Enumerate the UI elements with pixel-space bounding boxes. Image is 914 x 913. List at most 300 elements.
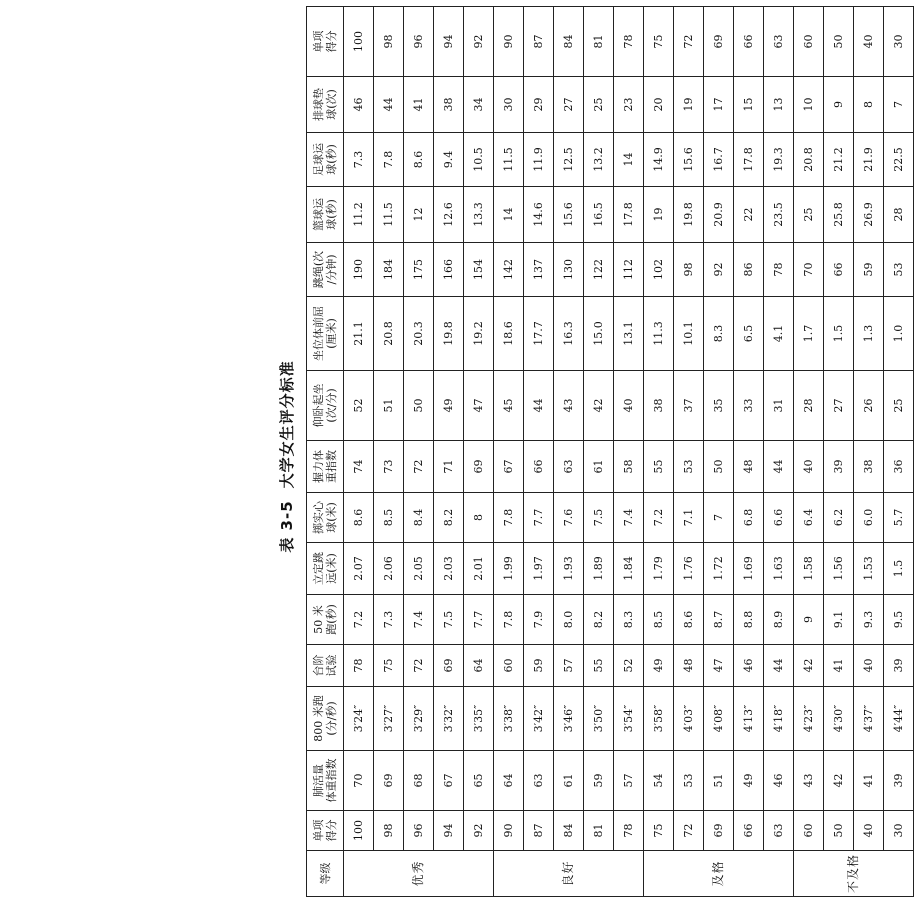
table-cell: 66	[734, 811, 764, 851]
table-cell: 166	[434, 243, 464, 297]
table-cell: 30	[884, 7, 914, 77]
table-cell: 14.9	[644, 133, 674, 187]
table-number: 表 3-5	[278, 500, 296, 553]
table-cell: 37	[674, 371, 704, 441]
table-cell: 55	[644, 441, 674, 493]
table-cell: 67	[434, 751, 464, 811]
table-cell: 94	[434, 811, 464, 851]
table-cell: 8.0	[554, 595, 584, 645]
table-cell: 14	[494, 187, 524, 243]
grade-group-label: 不及格	[794, 851, 914, 897]
table-cell: 6.2	[824, 493, 854, 543]
table-cell: 2.01	[464, 543, 494, 595]
table-cell: 1.56	[824, 543, 854, 595]
table-cell: 1.5	[824, 297, 854, 371]
table-cell: 1.0	[884, 297, 914, 371]
header-col-7	[307, 441, 344, 493]
header-col-line1: 篮球运	[312, 198, 325, 231]
table-cell: 39	[884, 645, 914, 687]
table-cell: 8.3	[704, 297, 734, 371]
table-cell: 34	[464, 77, 494, 133]
table-cell: 61	[584, 441, 614, 493]
table-cell: 19	[644, 187, 674, 243]
table-cell: 3′27″	[374, 687, 404, 751]
table-cell: 2.07	[344, 543, 374, 595]
table-cell: 59	[524, 645, 554, 687]
table-cell: 1.72	[704, 543, 734, 595]
table-cell: 16.5	[584, 187, 614, 243]
table-cell: 81	[584, 7, 614, 77]
table-cell: 20.8	[374, 297, 404, 371]
table-row	[704, 7, 734, 897]
table-cell: 10.1	[674, 297, 704, 371]
table-cell: 8.6	[344, 493, 374, 543]
table-cell: 6.8	[734, 493, 764, 543]
table-cell: 13.1	[614, 297, 644, 371]
table-cell: 65	[464, 751, 494, 811]
table-row	[794, 7, 824, 897]
header-col-line2: 体重指数	[325, 758, 338, 803]
table-cell: 19.3	[764, 133, 794, 187]
table-cell: 17.7	[524, 297, 554, 371]
table-cell: 11.2	[344, 187, 374, 243]
table-cell: 30	[884, 811, 914, 851]
table-cell: 142	[494, 243, 524, 297]
table-cell: 92	[464, 811, 494, 851]
table-cell: 78	[614, 7, 644, 77]
table-cell: 47	[464, 371, 494, 441]
table-cell: 100	[344, 811, 374, 851]
header-col-line2: (厘米)	[325, 318, 338, 349]
table-cell: 8.4	[404, 493, 434, 543]
table-cell: 8.3	[614, 595, 644, 645]
header-col-line2: /分钟)	[325, 254, 338, 285]
header-col-line1: 仰卧起坐	[312, 383, 325, 428]
table-cell: 90	[494, 811, 524, 851]
table-cell: 15.6	[674, 133, 704, 187]
table-cell: 3′50″	[584, 687, 614, 751]
table-cell: 20.3	[404, 297, 434, 371]
table-cell: 63	[524, 751, 554, 811]
table-cell: 39	[884, 751, 914, 811]
table-cell: 7.9	[524, 595, 554, 645]
header-col-line2: 试验	[325, 654, 338, 677]
table-title: 大学女生评分标准	[278, 360, 296, 489]
table-cell: 1.99	[494, 543, 524, 595]
table-cell: 1.5	[884, 543, 914, 595]
table-cell: 47	[704, 645, 734, 687]
header-col-9	[307, 297, 344, 371]
table-cell: 16.7	[704, 133, 734, 187]
header-col-line1: 排球垫	[312, 88, 325, 121]
table-cell: 4′03″	[674, 687, 704, 751]
table-caption	[276, 0, 302, 913]
table-cell: 1.63	[764, 543, 794, 595]
table-cell: 7.1	[674, 493, 704, 543]
table-cell: 69	[374, 751, 404, 811]
table-cell: 50	[704, 441, 734, 493]
table-cell: 23	[614, 77, 644, 133]
table-cell: 51	[374, 371, 404, 441]
table-cell: 13	[764, 77, 794, 133]
table-cell: 1.3	[854, 297, 884, 371]
table-cell: 72	[404, 645, 434, 687]
table-row	[644, 7, 674, 897]
table-cell: 46	[734, 645, 764, 687]
table-cell: 74	[344, 441, 374, 493]
table-cell: 20	[644, 77, 674, 133]
table-cell: 69	[464, 441, 494, 493]
table-cell: 72	[674, 811, 704, 851]
table-cell: 11.5	[374, 187, 404, 243]
header-col-3	[307, 645, 344, 687]
table-cell: 27	[824, 371, 854, 441]
table-cell: 8.6	[674, 595, 704, 645]
table-cell: 8.6	[404, 133, 434, 187]
table-cell: 7.8	[494, 493, 524, 543]
table-cell: 78	[764, 243, 794, 297]
table-cell: 46	[764, 751, 794, 811]
header-grade: 等级	[307, 851, 344, 897]
table-cell: 78	[614, 811, 644, 851]
table-cell: 49	[644, 645, 674, 687]
table-cell: 81	[584, 811, 614, 851]
table-row	[824, 7, 854, 897]
table-cell: 9	[824, 77, 854, 133]
table-cell: 5.7	[884, 493, 914, 543]
table-cell: 1.58	[794, 543, 824, 595]
table-cell: 7.8	[494, 595, 524, 645]
table-cell: 60	[794, 811, 824, 851]
table-cell: 69	[434, 645, 464, 687]
table-cell: 1.69	[734, 543, 764, 595]
table-cell: 50	[824, 7, 854, 77]
table-cell: 112	[614, 243, 644, 297]
table-cell: 69	[704, 811, 734, 851]
table-cell: 9.5	[884, 595, 914, 645]
table-cell: 3′29″	[404, 687, 434, 751]
table-cell: 6.4	[794, 493, 824, 543]
header-col-line2: 球(次)	[325, 89, 338, 120]
table-cell: 72	[674, 7, 704, 77]
table-cell: 6.0	[854, 493, 884, 543]
table-cell: 8	[854, 77, 884, 133]
table-cell: 46	[344, 77, 374, 133]
table-cell: 96	[404, 811, 434, 851]
table-cell: 40	[854, 811, 884, 851]
table-cell: 190	[344, 243, 374, 297]
table-row	[494, 7, 524, 897]
header-col-line2: 得分	[325, 819, 338, 842]
table-cell: 19	[674, 77, 704, 133]
table-cell: 7.4	[404, 595, 434, 645]
header-col-14	[307, 7, 344, 77]
header-col-line2: 远(米)	[325, 553, 338, 584]
table-cell: 8.7	[704, 595, 734, 645]
table-cell: 4′37″	[854, 687, 884, 751]
table-cell: 12.5	[554, 133, 584, 187]
table-cell: 33	[734, 371, 764, 441]
table-cell: 7.6	[554, 493, 584, 543]
table-cell: 1.7	[794, 297, 824, 371]
table-cell: 1.84	[614, 543, 644, 595]
table-cell: 11.5	[494, 133, 524, 187]
table-row	[524, 7, 554, 897]
table-cell: 35	[704, 371, 734, 441]
table-cell: 38	[854, 441, 884, 493]
table-cell: 7	[884, 77, 914, 133]
table-cell: 92	[704, 243, 734, 297]
table-row	[344, 7, 374, 897]
table-cell: 8.9	[764, 595, 794, 645]
header-col-line1: 立定跳	[312, 552, 325, 585]
table-cell: 41	[824, 645, 854, 687]
table-cell: 3′58″	[644, 687, 674, 751]
header-col-8	[307, 371, 344, 441]
table-cell: 137	[524, 243, 554, 297]
table-cell: 13.3	[464, 187, 494, 243]
table-cell: 38	[434, 77, 464, 133]
table-cell: 75	[644, 7, 674, 77]
table-body	[344, 7, 914, 897]
table-cell: 28	[884, 187, 914, 243]
table-cell: 94	[434, 7, 464, 77]
table-cell: 19.8	[434, 297, 464, 371]
table-cell: 60	[794, 7, 824, 77]
table-row	[614, 7, 644, 897]
table-cell: 53	[674, 751, 704, 811]
table-cell: 26.9	[854, 187, 884, 243]
scoring-standard-table	[306, 6, 914, 897]
table-cell: 54	[644, 751, 674, 811]
table-cell: 86	[734, 243, 764, 297]
table-cell: 39	[824, 441, 854, 493]
table-cell: 98	[374, 811, 404, 851]
table-cell: 50	[824, 811, 854, 851]
table-cell: 70	[794, 243, 824, 297]
table-cell: 72	[404, 441, 434, 493]
table-cell: 52	[344, 371, 374, 441]
table-cell: 60	[494, 645, 524, 687]
table-cell: 50	[404, 371, 434, 441]
table-cell: 1.79	[644, 543, 674, 595]
table-cell: 7.3	[374, 595, 404, 645]
table-cell: 28	[794, 371, 824, 441]
header-col-line2: 球(米)	[325, 502, 338, 533]
grade-group-label: 及格	[644, 851, 794, 897]
grade-group-label: 优秀	[344, 851, 494, 897]
table-cell: 14	[614, 133, 644, 187]
table-cell: 100	[344, 7, 374, 77]
table-cell: 71	[434, 441, 464, 493]
table-cell: 3′38″	[494, 687, 524, 751]
table-cell: 15	[734, 77, 764, 133]
table-cell: 29	[524, 77, 554, 133]
table-cell: 18.6	[494, 297, 524, 371]
table-cell: 55	[584, 645, 614, 687]
table-cell: 9	[794, 595, 824, 645]
table-cell: 25	[584, 77, 614, 133]
table-row	[734, 7, 764, 897]
table-cell: 122	[584, 243, 614, 297]
table-cell: 25	[884, 371, 914, 441]
table-cell: 4′30″	[824, 687, 854, 751]
table-cell: 20.9	[704, 187, 734, 243]
table-cell: 184	[374, 243, 404, 297]
header-col-1	[307, 751, 344, 811]
table-cell: 90	[494, 7, 524, 77]
table-cell: 40	[614, 371, 644, 441]
table-cell: 51	[704, 751, 734, 811]
table-cell: 8	[464, 493, 494, 543]
header-col-line1: 跳绳(次	[312, 250, 325, 289]
table-cell: 43	[794, 751, 824, 811]
header-col-2	[307, 687, 344, 751]
table-cell: 22.5	[884, 133, 914, 187]
table-cell: 42	[584, 371, 614, 441]
table-cell: 61	[554, 751, 584, 811]
header-col-line2: 得分	[325, 30, 338, 53]
table-cell: 40	[794, 441, 824, 493]
table-cell: 38	[644, 371, 674, 441]
table-cell: 69	[704, 7, 734, 77]
table-cell: 7.3	[344, 133, 374, 187]
table-cell: 44	[524, 371, 554, 441]
table-cell: 1.76	[674, 543, 704, 595]
header-col-11	[307, 187, 344, 243]
header-col-line1: 台阶	[312, 654, 325, 677]
table-cell: 64	[464, 645, 494, 687]
table-cell: 49	[434, 371, 464, 441]
table-cell: 9.1	[824, 595, 854, 645]
table-cell: 44	[764, 645, 794, 687]
table-cell: 7.5	[434, 595, 464, 645]
table-row	[404, 7, 434, 897]
table-cell: 40	[854, 7, 884, 77]
table-cell: 7.7	[464, 595, 494, 645]
table-cell: 7.7	[524, 493, 554, 543]
table-cell: 53	[884, 243, 914, 297]
table-cell: 4′23″	[794, 687, 824, 751]
table-cell: 16.3	[554, 297, 584, 371]
table-row	[464, 7, 494, 897]
table-cell: 17	[704, 77, 734, 133]
table-cell: 130	[554, 243, 584, 297]
header-col-6	[307, 493, 344, 543]
header-col-line1: 单项	[312, 819, 325, 842]
table-cell: 4′13″	[734, 687, 764, 751]
table-cell: 57	[554, 645, 584, 687]
table-cell: 44	[764, 441, 794, 493]
table-cell: 9.4	[434, 133, 464, 187]
table-cell: 7.4	[614, 493, 644, 543]
table-cell: 59	[584, 751, 614, 811]
header-col-line1: 足球运	[312, 143, 325, 176]
header-col-line2: 球(秒)	[325, 199, 338, 230]
table-cell: 84	[554, 811, 584, 851]
table-cell: 4′18″	[764, 687, 794, 751]
header-col-line2: 重指数	[325, 450, 338, 483]
table-cell: 75	[374, 645, 404, 687]
table-cell: 40	[854, 645, 884, 687]
table-cell: 22	[734, 187, 764, 243]
table-cell: 66	[824, 243, 854, 297]
table-cell: 12.6	[434, 187, 464, 243]
header-col-5	[307, 543, 344, 595]
table-cell: 96	[404, 7, 434, 77]
table-cell: 3′24″	[344, 687, 374, 751]
table-cell: 87	[524, 7, 554, 77]
table-cell: 98	[374, 7, 404, 77]
table-cell: 4′44″	[884, 687, 914, 751]
table-cell: 1.89	[584, 543, 614, 595]
table-cell: 25	[794, 187, 824, 243]
header-col-line1: 50 米	[312, 605, 325, 634]
table-cell: 4.1	[764, 297, 794, 371]
table-cell: 63	[764, 7, 794, 77]
table-cell: 19.2	[464, 297, 494, 371]
table-cell: 66	[734, 7, 764, 77]
table-cell: 68	[404, 751, 434, 811]
table-row	[554, 7, 584, 897]
header-col-line2: 球(秒)	[325, 144, 338, 175]
table-cell: 13.2	[584, 133, 614, 187]
table-cell: 25.8	[824, 187, 854, 243]
table-cell: 31	[764, 371, 794, 441]
table-cell: 1.97	[524, 543, 554, 595]
table-cell: 53	[674, 441, 704, 493]
header-col-line2: (分/秒)	[325, 701, 338, 736]
table-cell: 10	[794, 77, 824, 133]
table-cell: 20.8	[794, 133, 824, 187]
header-col-line1: 掷实心	[312, 501, 325, 534]
table-cell: 2.06	[374, 543, 404, 595]
table-cell: 52	[614, 645, 644, 687]
table-row	[674, 7, 704, 897]
table-cell: 7	[704, 493, 734, 543]
table-cell: 175	[404, 243, 434, 297]
table-cell: 21.2	[824, 133, 854, 187]
table-cell: 17.8	[614, 187, 644, 243]
table-cell: 67	[494, 441, 524, 493]
header-row	[307, 7, 344, 897]
table-cell: 64	[494, 751, 524, 811]
table-cell: 41	[404, 77, 434, 133]
table-cell: 2.03	[434, 543, 464, 595]
table-cell: 98	[674, 243, 704, 297]
table-cell: 63	[764, 811, 794, 851]
table-cell: 3′46″	[554, 687, 584, 751]
table-cell: 73	[374, 441, 404, 493]
table-cell: 36	[884, 441, 914, 493]
header-col-13	[307, 77, 344, 133]
table-cell: 9.3	[854, 595, 884, 645]
table-cell: 8.5	[374, 493, 404, 543]
table-cell: 59	[854, 243, 884, 297]
grade-group-label: 良好	[494, 851, 644, 897]
header-col-line1: 坐位体前屈	[312, 306, 325, 361]
header-col-line1: 肺活量	[312, 764, 325, 797]
header-col-4	[307, 595, 344, 645]
table-cell: 48	[674, 645, 704, 687]
table-cell: 19.8	[674, 187, 704, 243]
table-cell: 154	[464, 243, 494, 297]
table-cell: 21.9	[854, 133, 884, 187]
table-row	[854, 7, 884, 897]
table-row	[764, 7, 794, 897]
table-row	[374, 7, 404, 897]
table-cell: 8.5	[644, 595, 674, 645]
